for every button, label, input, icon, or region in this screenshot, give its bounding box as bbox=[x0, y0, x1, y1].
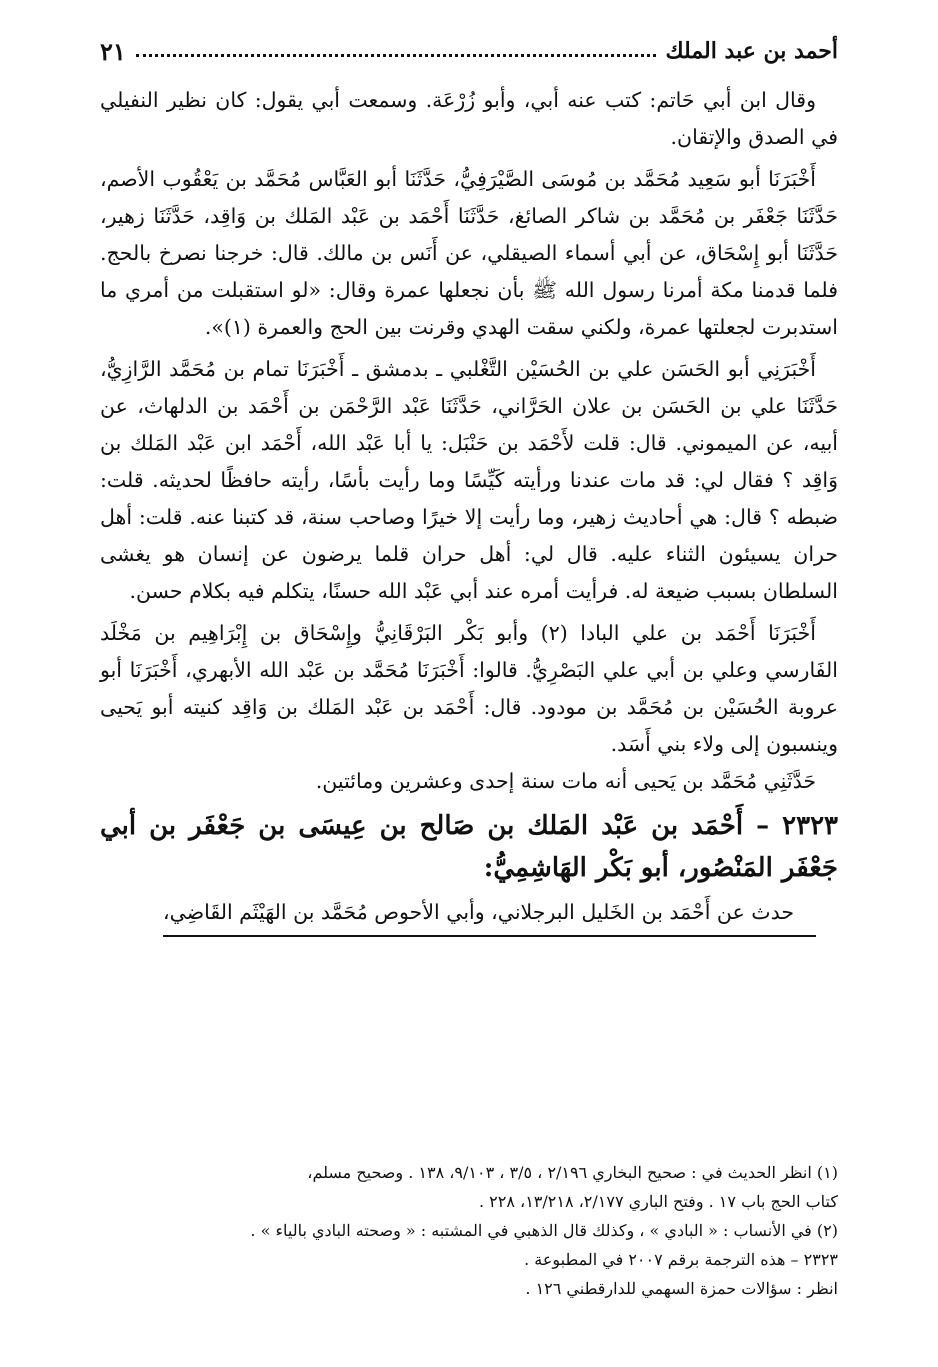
paragraph-entry-start bbox=[100, 894, 838, 937]
paragraph-hadith-narration: أَخْبَرَنَا أبو سَعِيد مُحَمَّد بن مُوسَى الصَّيْرَفِيُّ، حَدَّثَنَا أبو العَبَّاس مُحَمَّد بن يَعْقُوب الأصم، حَدَّثَنَا جَعْفَر بن مُحَمَّد بن شاكر الصائغ، حَدَّثَنَا أَحْمَد بن عَبْد المَلك بن وَاقِد، حَدَّثَنَا زهير، حَدَّثَنَا أبو إِسْحَاق، عن أبي أسماء الصيقلي، عن أَنَس بن مالك. قال: خرجنا نصرخ بالحج. فلما قدمنا مكة أمرنا رسول الله ﷺ بأن نجعلها عمرة وقال: «لو استقبلت من أمري ما استدبرت لجعلتها عمرة، ولكني سقت الهدي وقرنت بين الحج والعمرة (١)». bbox=[100, 167, 838, 339]
footnote-entry-note: ٢٣٢٣ – هذه الترجمة برقم ٢٠٠٧ في المطبوعة . bbox=[524, 1250, 838, 1269]
footnote-1-line-2: كتاب الحج باب ١٧ . وفتح الباري ٢/١٧٧، ١٣/٢١٨، ٢٢٨ . bbox=[478, 1192, 838, 1211]
biography-entry-heading: ٢٣٢٣ – أَحْمَد بن عَبْد المَلك بن صَالح بن عِيسَى بن جَعْفَر بن أبي جَعْفَر المَنْصُور، أبو بَكْر الهَاشِمِيُّ: bbox=[100, 811, 838, 883]
footnote-1-line-1: (١) انظر الحديث في : صحيح البخاري ٢/١٩٦ ، ٣/٥ ، ٩/١٠٣، ١٣٨ . وصحيح مسلم، bbox=[307, 1163, 838, 1182]
footnote-reference: انظر : سؤالات حمزة السهمي للدارقطني ١٢٦ . bbox=[525, 1279, 838, 1298]
paragraph-maymuni-report: أَخْبَرَنِي أبو الحَسَن علي بن الحُسَيْن التَّغْلبي ـ بدمشق ـ أَخْبَرَنَا تمام بن مُحَمَّد الرَّازِيُّ، حَدَّثَنَا علي بن الحَسَن بن علان الحَرَّاني، حَدَّثَنَا عَبْد الرَّحْمَن بن أَحْمَد بن الدلهاث، عن أبيه، عن الميموني. قال: قلت لأَحْمَد بن حَنْبَل: يا أبا عَبْد الله، أَحْمَد ابن عَبْد المَلك بن وَاقِد ؟ فقال لي: قد مات عندنا ورأيته كَيِّسًا وما رأيت بأسًا، رأيته حافظًا لحديثه. قلت: ضبطه ؟ قال: هي أحاديث زهير، وما رأيت إلا خيرًا وصاحب سنة، قد كتبنا عنه. قلت: أهل حران يسيئون الثناء عليه. قال لي: أهل حران قلما يرضون عن إنسان هو يغشى السلطان بسبب ضيعة له. فرأيت أمره عند أبي عَبْد الله حسنًا، يتكلم فيه بكلام حسن. bbox=[100, 357, 838, 603]
paragraph-abi-hatim: وقال ابن أبي حَاتم: كتب عنه أبي، وأبو زُرْعَة. وسمعت أبي يقول: كان نظير النفيلي في الصدق والإتقان. bbox=[100, 88, 838, 149]
paragraph-death-date: حَدَّثَنِي مُحَمَّد بن يَحيى أنه مات سنة إحدى وعشرين ومائتين. bbox=[315, 769, 816, 793]
header-dot-leader bbox=[136, 54, 656, 57]
page-number: ٢١ bbox=[100, 36, 126, 66]
last-line-text: حدث عن أَحْمَد بن الخَليل البرجلاني، وأبي الأحوص مُحَمَّد بن الهَيْثَم القَاضِي، bbox=[163, 894, 816, 937]
header-title: أحمد بن عبد الملك bbox=[665, 38, 838, 64]
running-header bbox=[100, 30, 838, 72]
footnote-2: (٢) في الأنساب : « البادي » ، وكذلك قال الذهبي في المشتبه : « وصحته البادي بالياء » . bbox=[250, 1221, 838, 1240]
footnotes bbox=[100, 1158, 838, 1303]
paragraph-abu-aruba-report: أَخْبَرَنَا أَحْمَد بن علي البادا (٢) وأبو بَكْر البَرْقَانِيُّ وإِسْحَاق بن إِبْرَاهِيم بن مَخْلَد الفَارسي وعلي بن أبي علي البَصْرِيُّ. قالوا: أَخْبَرَنَا مُحَمَّد بن عَبْد الله الأبهري، أَخْبَرَنَا أبو عروبة الحُسَيْن بن مُحَمَّد بن مودود. قال: أَحْمَد بن عَبْد المَلك بن وَاقِد كنيته أبو يَحيى وينسبون إلى ولاء بني أَسَد. bbox=[100, 621, 838, 756]
main-text bbox=[100, 82, 838, 937]
